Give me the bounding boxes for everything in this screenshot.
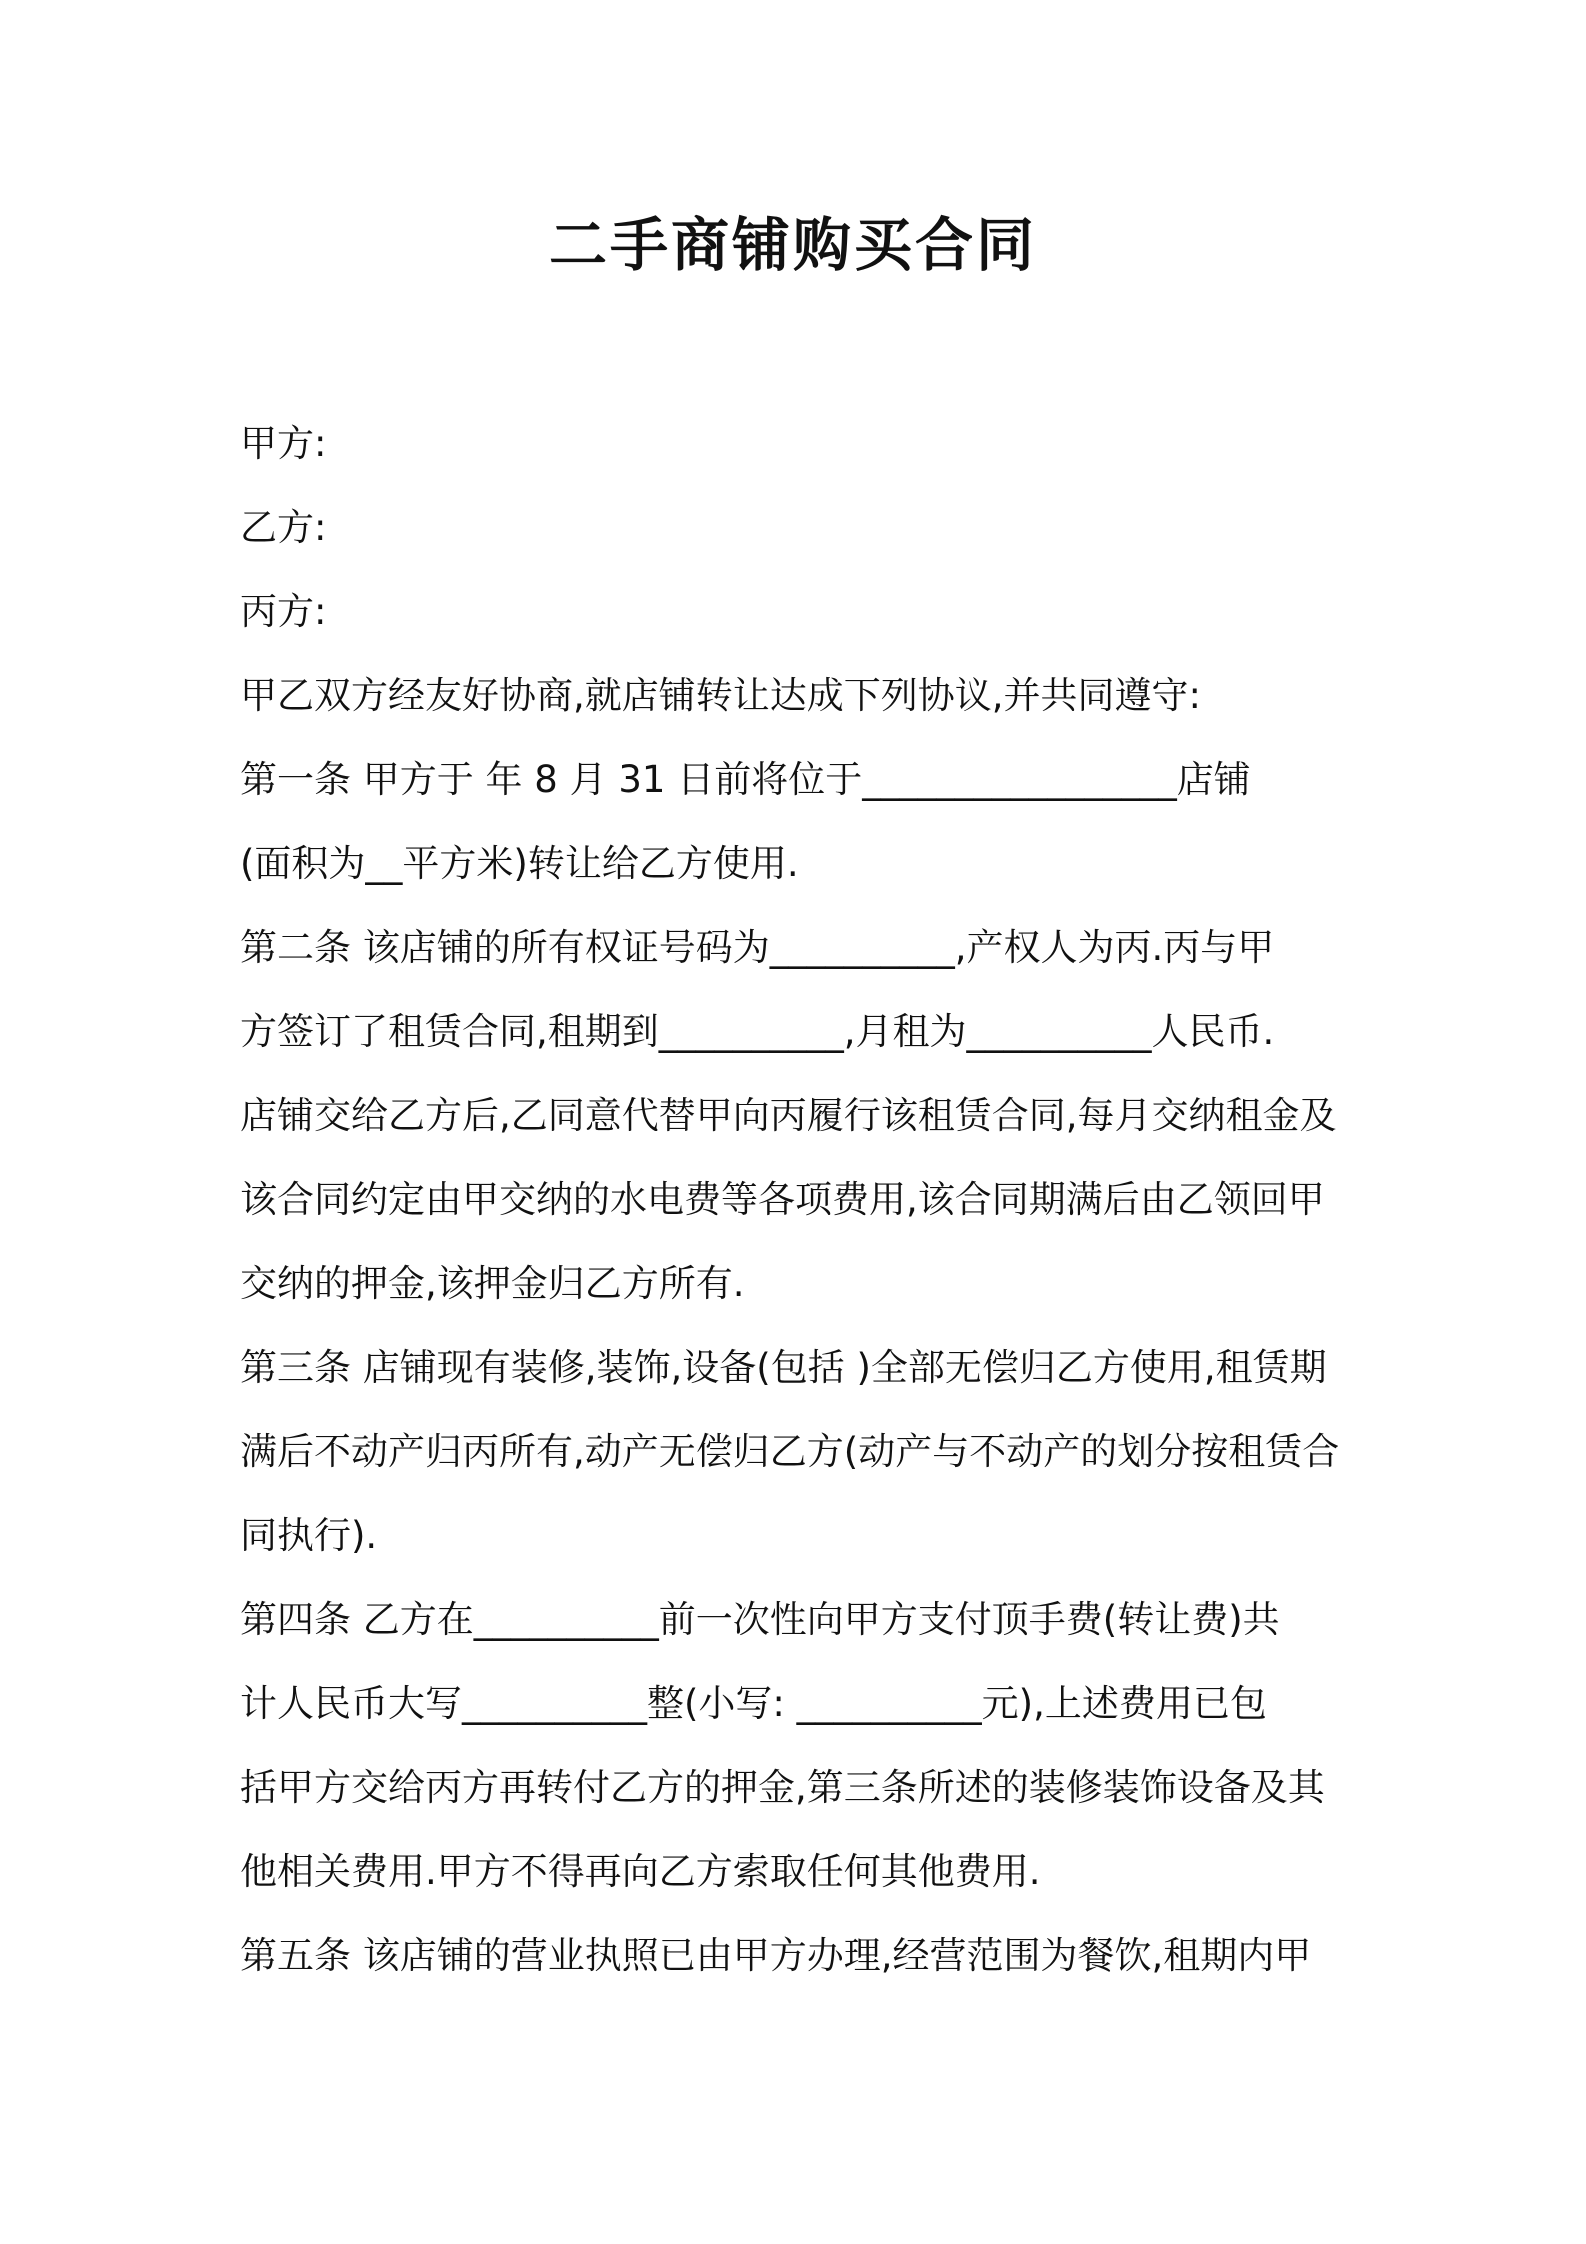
document-title: 二手商铺购买合同 bbox=[548, 211, 1037, 279]
article-4-line-2: 计人民币大写__________整(小写: __________元),上述费用已包 bbox=[240, 1682, 1267, 1725]
article-1-line-1: 第一条 甲方于 年 8 月 31 日前将位于_________________店铺 bbox=[240, 758, 1251, 801]
article-4-line-3: 括甲方交给丙方再转付乙方的押金,第三条所述的装修装饰设备及其 bbox=[240, 1766, 1325, 1809]
article-5-line-1: 第五条 该店铺的营业执照已由甲方办理,经营范围为餐饮,租期内甲 bbox=[240, 1934, 1312, 1977]
article-4-line-4: 他相关费用.甲方不得再向乙方索取任何其他费用. bbox=[240, 1850, 1041, 1893]
article-1-line-2: (面积为__平方米)转让给乙方使用. bbox=[240, 842, 799, 885]
article-4-line-1: 第四条 乙方在__________前一次性向甲方支付顶手费(转让费)共 bbox=[240, 1598, 1280, 1641]
article-3-line-1: 第三条 店铺现有装修,装饰,设备(包括 )全部无偿归乙方使用,租赁期 bbox=[240, 1346, 1327, 1389]
party-b-line: 乙方: bbox=[240, 506, 327, 549]
preamble-line: 甲乙双方经友好协商,就店铺转让达成下列协议,并共同遵守: bbox=[240, 674, 1201, 717]
document-body bbox=[240, 402, 1360, 1998]
article-3-line-3: 同执行). bbox=[240, 1514, 378, 1557]
party-c-line: 丙方: bbox=[240, 590, 327, 633]
article-2-line-4: 该合同约定由甲交纳的水电费等各项费用,该合同期满后由乙领回甲 bbox=[240, 1178, 1325, 1221]
article-2-line-5: 交纳的押金,该押金归乙方所有. bbox=[240, 1262, 745, 1305]
article-2-line-3: 店铺交给乙方后,乙同意代替甲向丙履行该租赁合同,每月交纳租金及 bbox=[240, 1094, 1337, 1137]
party-a-line: 甲方: bbox=[240, 422, 327, 465]
article-2-line-1: 第二条 该店铺的所有权证号码为__________,产权人为丙.丙与甲 bbox=[240, 926, 1275, 969]
article-2-line-2: 方签订了租赁合同,租期到__________,月租为__________人民币. bbox=[240, 1010, 1275, 1053]
article-3-line-2: 满后不动产归丙所有,动产无偿归乙方(动产与不动产的划分按租赁合 bbox=[240, 1430, 1340, 1473]
